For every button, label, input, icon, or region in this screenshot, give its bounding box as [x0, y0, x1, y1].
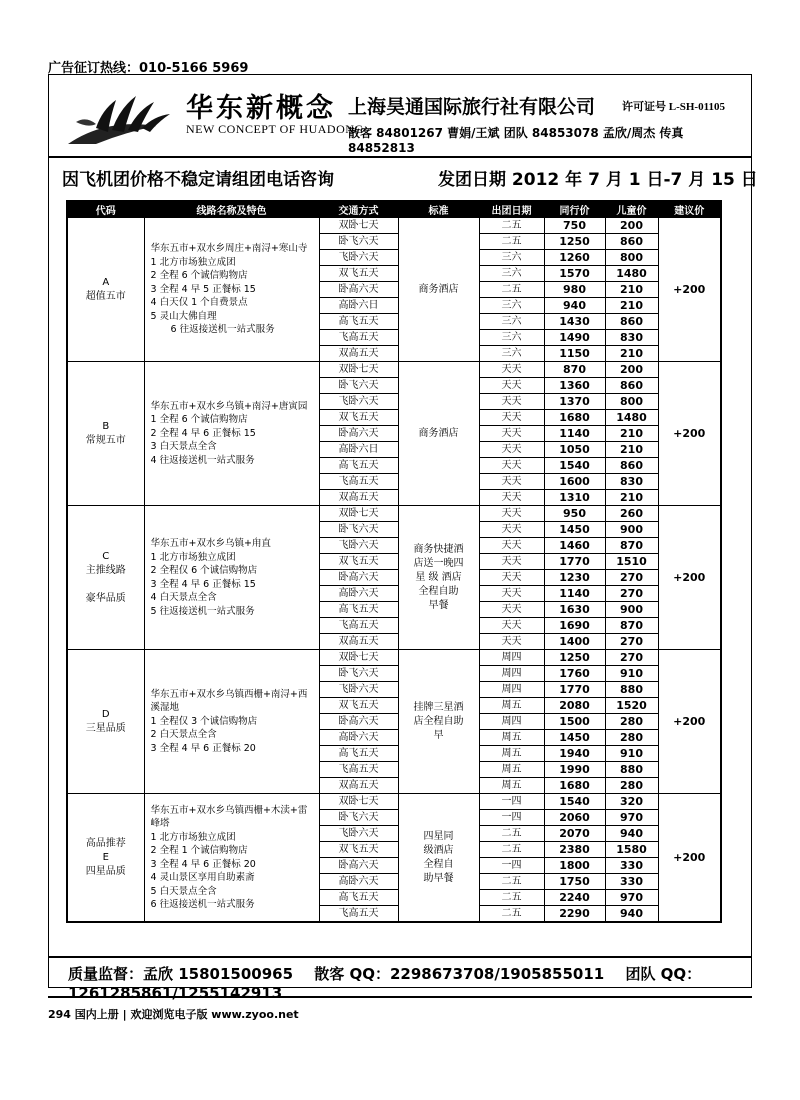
departure-day: 天天 [479, 522, 544, 538]
transport-mode: 高飞五天 [319, 314, 398, 330]
divider [48, 156, 752, 158]
ad-hotline: 广告征订热线：010-5166 5969 [48, 61, 249, 76]
peer-price: 870 [544, 362, 605, 378]
transport-mode: 卧飞六天 [319, 234, 398, 250]
peer-price: 2070 [544, 826, 605, 842]
route-code [67, 650, 144, 794]
table-row [67, 506, 721, 522]
departure-day: 天天 [479, 458, 544, 474]
child-price: 270 [605, 570, 658, 586]
route-feature: 1 北方市场独立成团 [150, 831, 236, 843]
route-code-line: C [102, 550, 110, 562]
departure-day: 周五 [479, 730, 544, 746]
hotel-standard-line: 助早餐 [423, 872, 454, 884]
peer-price: 1400 [544, 634, 605, 650]
route-feature: 华东五市+双水乡乌镇+甪直 [150, 538, 271, 549]
quality-supervision: 质量监督：孟欣 15801500965 [68, 965, 294, 983]
transport-mode: 双飞五天 [319, 410, 398, 426]
column-header: 同行价 [544, 201, 605, 218]
child-price: 830 [605, 474, 658, 490]
column-header: 儿童价 [605, 201, 658, 218]
child-price: 260 [605, 506, 658, 522]
route-code-line: 主推线路 [85, 564, 126, 576]
departure-day: 周五 [479, 762, 544, 778]
peer-price: 2290 [544, 906, 605, 923]
child-price: 200 [605, 218, 658, 234]
route-feature: 1 全程仅 3 个诚信购物店 [150, 715, 258, 727]
child-price: 330 [605, 858, 658, 874]
peer-price: 1570 [544, 266, 605, 282]
departure-day: 天天 [479, 538, 544, 554]
departure-day: 周四 [479, 650, 544, 666]
route-feature: 1 北方市场独立成团 [150, 551, 236, 563]
column-header: 代码 [67, 201, 144, 218]
child-price: 280 [605, 730, 658, 746]
peer-price: 1230 [544, 570, 605, 586]
column-header: 标准 [398, 201, 479, 218]
transport-mode: 飞卧六天 [319, 826, 398, 842]
transport-mode: 高飞五天 [319, 602, 398, 618]
departure-day: 周四 [479, 682, 544, 698]
child-price: 210 [605, 282, 658, 298]
departure-day: 天天 [479, 490, 544, 506]
route-code-line [68, 578, 144, 592]
route-feature: 5 白天景点全含 [150, 885, 217, 897]
license-number: 许可证号 L-SH-01105 [622, 101, 725, 113]
departure-day: 三六 [479, 330, 544, 346]
table-row [67, 218, 721, 234]
hotel-standard-line: 全程自助 [418, 585, 459, 597]
departure-day: 二五 [479, 890, 544, 906]
suggested-price: +200 [658, 506, 721, 650]
child-price: 860 [605, 458, 658, 474]
transport-mode: 卧飞六天 [319, 522, 398, 538]
child-price: 940 [605, 906, 658, 923]
departure-day: 三六 [479, 250, 544, 266]
peer-price: 1500 [544, 714, 605, 730]
transport-mode: 双飞五天 [319, 266, 398, 282]
route-code-line: 豪华品质 [85, 592, 126, 604]
hotel-standard [398, 650, 479, 794]
transport-mode: 双高五天 [319, 346, 398, 362]
route-feature: 5 往返接送机一站式服务 [150, 605, 255, 617]
route-feature: 6 往返接送机一站式服务 [150, 899, 255, 910]
table-header [67, 201, 721, 218]
table-row [67, 362, 721, 378]
route-feature: 1 北方市场独立成团 [150, 256, 236, 268]
child-price: 880 [605, 762, 658, 778]
transport-mode: 飞卧六天 [319, 394, 398, 410]
transport-mode: 双卧七天 [319, 506, 398, 522]
child-price: 270 [605, 650, 658, 666]
child-price: 800 [605, 394, 658, 410]
transport-mode: 飞高五天 [319, 762, 398, 778]
route-description [144, 794, 319, 923]
child-price: 200 [605, 362, 658, 378]
child-price: 940 [605, 826, 658, 842]
hotel-standard [398, 218, 479, 362]
route-code-line: 常规五市 [85, 434, 126, 446]
peer-price: 1050 [544, 442, 605, 458]
hotel-standard-line: 早 [433, 729, 444, 741]
departure-day: 天天 [479, 570, 544, 586]
child-price: 330 [605, 874, 658, 890]
transport-mode: 卧飞六天 [319, 666, 398, 682]
transport-mode: 飞高五天 [319, 330, 398, 346]
hotel-standard-line: 店送一晚四 [413, 557, 464, 569]
departure-day: 一四 [479, 810, 544, 826]
route-description [144, 218, 319, 362]
table-row [67, 650, 721, 666]
route-feature: 2 全程 1 个诚信购物店 [150, 845, 248, 856]
child-price: 280 [605, 778, 658, 794]
suggested-price: +200 [658, 362, 721, 506]
child-price: 860 [605, 378, 658, 394]
departure-day: 天天 [479, 410, 544, 426]
departure-day: 二五 [479, 874, 544, 890]
peer-price: 1460 [544, 538, 605, 554]
header [66, 84, 746, 155]
hotel-standard-line: 四星同 [423, 830, 454, 842]
departure-dates: 发团日期 2012 年 7 月 1 日-7 月 15 日 [438, 170, 758, 190]
route-code-line: 三星品质 [85, 722, 126, 734]
hotel-standard-line: 全程自 [423, 858, 454, 870]
departure-day: 天天 [479, 426, 544, 442]
route-code-line: B [102, 420, 110, 432]
suggested-price: +200 [658, 650, 721, 794]
departure-day: 天天 [479, 506, 544, 522]
route-description [144, 362, 319, 506]
departure-day: 二五 [479, 842, 544, 858]
transport-mode: 卧飞六天 [319, 810, 398, 826]
departure-day: 周四 [479, 666, 544, 682]
departure-day: 天天 [479, 362, 544, 378]
transport-mode: 高卧六天 [319, 586, 398, 602]
hotel-standard-line: 挂牌三星酒 [413, 701, 464, 713]
peer-price: 1140 [544, 586, 605, 602]
child-price: 910 [605, 746, 658, 762]
peer-price: 1800 [544, 858, 605, 874]
departure-day: 周五 [479, 778, 544, 794]
hotel-standard-line: 商务酒店 [418, 283, 459, 295]
company-name: 上海昊通国际旅行社有限公司 [348, 96, 596, 118]
child-price: 210 [605, 346, 658, 362]
peer-price: 1450 [544, 730, 605, 746]
peer-price: 1490 [544, 330, 605, 346]
hotel-standard-line: 级酒店 [423, 844, 454, 856]
child-price: 860 [605, 314, 658, 330]
departure-day: 二五 [479, 826, 544, 842]
table-row [67, 794, 721, 810]
route-feature: 2 白天景点全含 [150, 729, 217, 741]
peer-price: 1760 [544, 666, 605, 682]
transport-mode: 卧飞六天 [319, 378, 398, 394]
peer-price: 1140 [544, 426, 605, 442]
hotel-standard [398, 794, 479, 923]
peer-price: 1630 [544, 602, 605, 618]
peer-price: 2080 [544, 698, 605, 714]
peer-price: 1430 [544, 314, 605, 330]
transport-mode: 双高五天 [319, 490, 398, 506]
transport-mode: 高卧六日 [319, 442, 398, 458]
route-code [67, 218, 144, 362]
child-price: 860 [605, 234, 658, 250]
departure-day: 天天 [479, 634, 544, 650]
transport-mode: 高飞五天 [319, 746, 398, 762]
transport-mode: 高卧六天 [319, 874, 398, 890]
route-feature: 2 全程 4 早 6 正餐标 15 [150, 427, 256, 439]
departure-day: 天天 [479, 618, 544, 634]
column-header: 线路名称及特色 [144, 201, 319, 218]
peer-price: 1260 [544, 250, 605, 266]
route-feature: 2 全程 6 个诚信购物店 [150, 270, 248, 282]
page-footer: 294 国内上册 | 欢迎浏览电子版 www.zyoo.net [48, 1008, 299, 1021]
child-price: 830 [605, 330, 658, 346]
route-code-line: E [102, 851, 109, 863]
departure-day: 周四 [479, 714, 544, 730]
child-price: 210 [605, 298, 658, 314]
transport-mode: 双高五天 [319, 778, 398, 794]
transport-mode: 卧高六天 [319, 570, 398, 586]
child-price: 970 [605, 890, 658, 906]
transport-mode: 双高五天 [319, 634, 398, 650]
transport-mode: 飞高五天 [319, 906, 398, 923]
child-price: 1580 [605, 842, 658, 858]
transport-mode: 双飞五天 [319, 698, 398, 714]
peer-price: 1600 [544, 474, 605, 490]
peer-price: 750 [544, 218, 605, 234]
hotel-standard [398, 506, 479, 650]
route-feature: 华东五市+双水乡乌镇+南浔+唐寅园 [150, 400, 308, 412]
departure-day: 周五 [479, 698, 544, 714]
child-price: 870 [605, 538, 658, 554]
transport-mode: 双卧七天 [319, 362, 398, 378]
price-table [66, 200, 722, 923]
peer-price: 940 [544, 298, 605, 314]
child-price: 210 [605, 426, 658, 442]
route-description [144, 506, 319, 650]
departure-day: 二五 [479, 282, 544, 298]
transport-mode: 飞高五天 [319, 618, 398, 634]
route-feature: 华东五市+双水乡周庄+南浔+寒山寺 [150, 243, 308, 255]
peer-price: 2060 [544, 810, 605, 826]
transport-mode: 飞卧六天 [319, 682, 398, 698]
hotel-standard [398, 362, 479, 506]
divider [48, 996, 752, 998]
column-header: 出团日期 [479, 201, 544, 218]
route-feature: 华东五市+双水乡乌镇西栅+南浔+西溪湿地 [150, 688, 308, 714]
individual-qq: 散客 QQ：2298673708/1905855011 [314, 965, 605, 983]
peer-price: 1540 [544, 794, 605, 810]
transport-mode: 双飞五天 [319, 842, 398, 858]
hotel-standard-line: 早餐 [428, 599, 449, 611]
peer-price: 1360 [544, 378, 605, 394]
route-feature: 3 全程 4 早 5 正餐标 15 [150, 283, 256, 295]
child-price: 900 [605, 522, 658, 538]
departure-day: 三六 [479, 314, 544, 330]
transport-mode: 双卧七天 [319, 794, 398, 810]
child-price: 880 [605, 682, 658, 698]
route-code-line: A [102, 276, 110, 288]
route-feature: 6 往返接送机一站式服务 [170, 324, 275, 336]
hotel-standard-line: 商务酒店 [418, 427, 459, 439]
route-feature: 2 全程仅 6 个诚信购物店 [150, 565, 258, 576]
suggested-price: +200 [658, 218, 721, 362]
logo-english: NEW CONCEPT OF HUADONG [186, 122, 364, 136]
departure-day: 天天 [479, 442, 544, 458]
route-feature: 3 全程 4 早 6 正餐标 20 [150, 858, 256, 870]
child-price: 270 [605, 586, 658, 602]
peer-price: 1680 [544, 778, 605, 794]
departure-day: 周五 [479, 746, 544, 762]
peer-price: 1250 [544, 234, 605, 250]
child-price: 1520 [605, 698, 658, 714]
peer-price: 980 [544, 282, 605, 298]
route-code [67, 506, 144, 650]
peer-price: 2380 [544, 842, 605, 858]
transport-mode: 飞卧六天 [319, 250, 398, 266]
route-feature: 4 灵山景区享用自助素斋 [150, 872, 255, 883]
team-qq: 团队 QQ： 1261285861/1255142913 [68, 965, 702, 1002]
peer-price: 1450 [544, 522, 605, 538]
departure-day: 二五 [479, 218, 544, 234]
column-header: 建议价 [658, 201, 721, 218]
departure-day: 三六 [479, 346, 544, 362]
route-feature: 3 全程 4 早 6 正餐标 20 [150, 742, 256, 754]
child-price: 910 [605, 666, 658, 682]
route-code-line: 四星品质 [85, 865, 126, 877]
transport-mode: 高卧六天 [319, 730, 398, 746]
transport-mode: 卧高六天 [319, 858, 398, 874]
peer-price: 1750 [544, 874, 605, 890]
route-code [67, 362, 144, 506]
child-price: 1510 [605, 554, 658, 570]
route-feature: 1 全程 6 个诚信购物店 [150, 414, 248, 426]
departure-day: 一四 [479, 794, 544, 810]
transport-mode: 双卧七天 [319, 650, 398, 666]
divider [48, 956, 752, 958]
route-feature: 5 灵山大佛自理 [150, 310, 217, 322]
peer-price: 1990 [544, 762, 605, 778]
departure-day: 三六 [479, 298, 544, 314]
child-price: 870 [605, 618, 658, 634]
route-feature: 3 全程 4 早 6 正餐标 15 [150, 578, 256, 590]
child-price: 970 [605, 810, 658, 826]
hotel-standard-line: 店全程自助 [413, 715, 464, 727]
peer-price: 950 [544, 506, 605, 522]
departure-day: 二五 [479, 906, 544, 923]
peer-price: 1940 [544, 746, 605, 762]
route-feature: 4 白天景点全含 [150, 592, 217, 603]
peer-price: 1150 [544, 346, 605, 362]
child-price: 1480 [605, 410, 658, 426]
transport-mode: 双飞五天 [319, 554, 398, 570]
departure-day: 三六 [479, 266, 544, 282]
route-feature: 3 白天景点全含 [150, 441, 217, 453]
child-price: 320 [605, 794, 658, 810]
child-price: 210 [605, 442, 658, 458]
departure-day: 天天 [479, 394, 544, 410]
transport-mode: 高飞五天 [319, 458, 398, 474]
route-code-line: 高品推荐 [85, 837, 126, 849]
suggested-price: +200 [658, 794, 721, 923]
transport-mode: 高卧六日 [319, 298, 398, 314]
departure-day: 天天 [479, 554, 544, 570]
transport-mode: 飞高五天 [319, 474, 398, 490]
route-code [67, 794, 144, 923]
peer-price: 2240 [544, 890, 605, 906]
peer-price: 1770 [544, 554, 605, 570]
route-code-line: D [101, 708, 110, 720]
peer-price: 1680 [544, 410, 605, 426]
column-header: 交通方式 [319, 201, 398, 218]
peer-price: 1370 [544, 394, 605, 410]
child-price: 1480 [605, 266, 658, 282]
peer-price: 1690 [544, 618, 605, 634]
hotel-standard-line: 商务快捷酒 [413, 543, 464, 555]
peer-price: 1770 [544, 682, 605, 698]
logo-chinese: 华东新概念 [186, 93, 336, 124]
transport-mode: 卧高六天 [319, 714, 398, 730]
peer-price: 1310 [544, 490, 605, 506]
departure-day: 天天 [479, 586, 544, 602]
peer-price: 1540 [544, 458, 605, 474]
route-feature: 华东五市+双水乡乌镇西栅+木渎+雷峰塔 [150, 804, 308, 829]
transport-mode: 双卧七天 [319, 218, 398, 234]
transport-mode: 飞卧六天 [319, 538, 398, 554]
departure-day: 一四 [479, 858, 544, 874]
child-price: 800 [605, 250, 658, 266]
child-price: 280 [605, 714, 658, 730]
child-price: 900 [605, 602, 658, 618]
route-feature: 4 白天仅 1 个自费景点 [150, 297, 248, 309]
route-feature: 4 往返接送机一站式服务 [150, 454, 255, 466]
child-price: 210 [605, 490, 658, 506]
hotel-standard-line: 星 级 酒店 [415, 571, 462, 583]
transport-mode: 卧高六天 [319, 426, 398, 442]
transport-mode: 卧高六天 [319, 282, 398, 298]
peer-price: 1250 [544, 650, 605, 666]
transport-mode: 高飞五天 [319, 890, 398, 906]
departure-day: 天天 [479, 474, 544, 490]
price-notice: 因飞机团价格不稳定请组团电话咨询 [62, 170, 334, 190]
route-code-line: 超值五市 [85, 290, 126, 302]
departure-day: 天天 [479, 378, 544, 394]
logo-icon [66, 88, 184, 148]
departure-day: 二五 [479, 234, 544, 250]
child-price: 270 [605, 634, 658, 650]
route-description [144, 650, 319, 794]
contact-numbers: 散客 84801267 曹娟/王斌 团队 84853078 孟欣/周杰 传真 84852813 [348, 126, 684, 155]
departure-day: 天天 [479, 602, 544, 618]
